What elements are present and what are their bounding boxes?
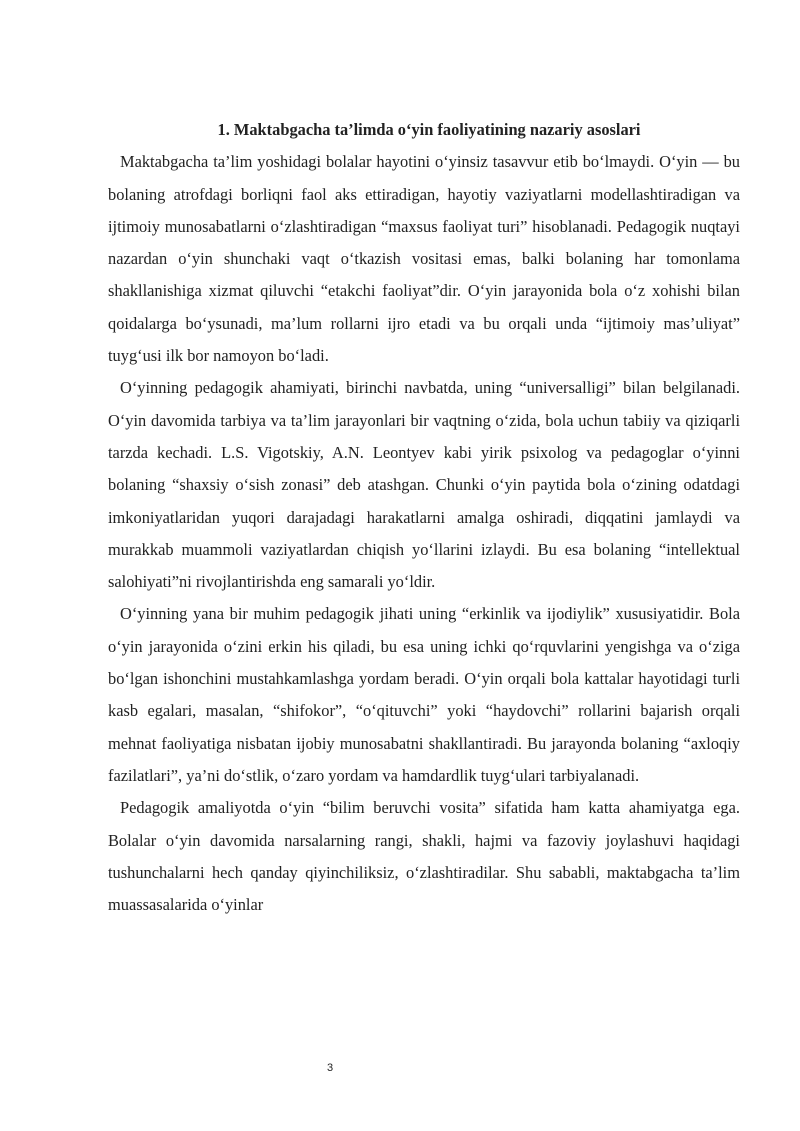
paragraph-4: Pedagogik amaliyotda o‘yin “bilim beruvchi vosita” sifatida ham katta ahamiyatga ega. Bolalar o‘yin davomida narsalarning rangi, shakli, hajmi va fazoviy joylashuvi haqidagi tushunchalarni hech qanday qiyinchiliksiz, o‘zlashtiradilar. Shu sababli, maktabgacha ta’lim muassasalarida o‘yinlar	[108, 798, 740, 915]
page-content	[108, 114, 740, 921]
paragraph-1: Maktabgacha ta’lim yoshidagi bolalar hayotini o‘yinsiz tasavvur etib bo‘lmaydi. O‘yin — bu bolaning atrofdagi borliqni faol aks ettiradigan, hayotiy vaziyatlarni modellashtiradigan va ijtimoiy munosabatlarni o‘zlashtiradigan “maxsus faoliyat turi” hisoblanadi. Pedagogik nuqtayi nazardan o‘yin shunchaki vaqt o‘tkazish vositasi emas, balki bolaning har tomonlama shakllanishiga xizmat qiluvchi “etakchi faoliyat”dir. O‘yin jarayonida bola o‘z xohishi bilan qoidalarga bo‘ysunadi, ma’lum rollarni ijro etadi va bu orqali unda “ijtimoiy mas’uliyat” tuyg‘usi ilk bor namoyon bo‘ladi.	[108, 152, 740, 366]
paragraph-2: O‘yinning pedagogik ahamiyati, birinchi navbatda, uning “universalligi” bilan belgilanadi. O‘yin davomida tarbiya va ta’lim jarayonlari bir vaqtning o‘zida, bola uchun tabiiy va qiziqarli tarzda kechadi. L.S. Vigotskiy, A.N. Leontyev kabi yirik psixolog va pedagoglar o‘yinni bolaning “shaxsiy o‘sish zonasi” deb atashgan. Chunki o‘yin paytida bola o‘zining odatdagi imkoniyatlaridan yuqori darajadagi harakatlarni amalga oshiradi, diqqatini jamlaydi va murakkab muammoli vaziyatlardan chiqish yo‘llarini izlaydi. Bu esa bolaning “intellektual salohiyati”ni rivojlantirishda eng samarali yo‘ldir.	[108, 378, 740, 592]
page-number: 3	[326, 1062, 334, 1074]
paragraph-3: O‘yinning yana bir muhim pedagogik jihati uning “erkinlik va ijodiylik” xususiyatidir. Bola o‘yin jarayonida o‘zini erkin his qiladi, bu esa uning ichki qo‘rquvlarini yengishga va o‘ziga bo‘lgan ishonchini mustahkamlashga yordam beradi. O‘yin orqali bola kattalar hayotidagi turli kasb egalari, masalan, “shifokor”, “o‘qituvchi” yoki “haydovchi” rollarini bajarish orqali mehnat faoliyatiga nisbatan ijobiy munosabatni shakllantiradi. Bu jarayonda bolaning “axloqiy fazilatlari”, ya’ni do‘stlik, o‘zaro yordam va hamdardlik tuyg‘ulari tarbiyalanadi.	[108, 604, 740, 785]
section-heading: 1. Maktabgacha ta’limda o‘yin faoliyatining nazariy asoslari	[217, 120, 641, 139]
